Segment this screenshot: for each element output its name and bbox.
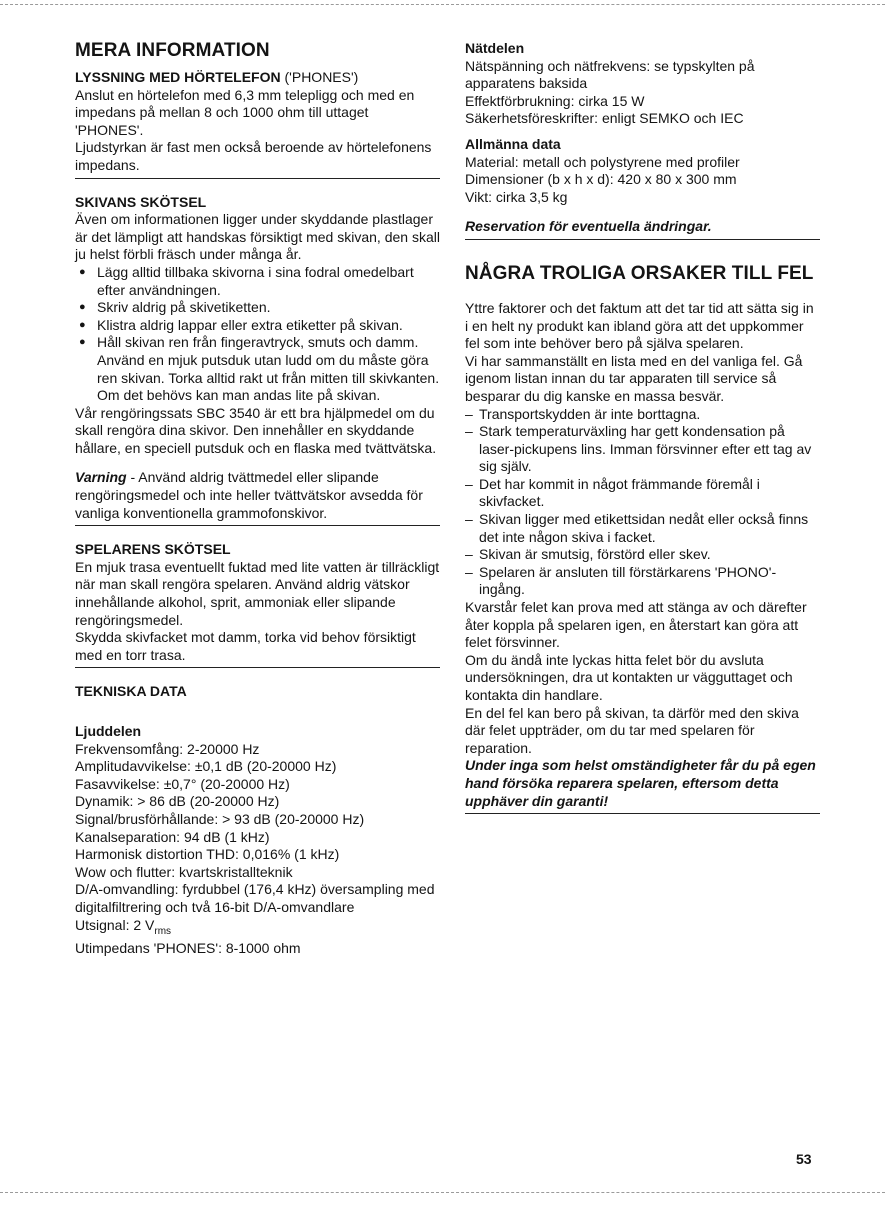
power-section-heading: Nätdelen: [465, 40, 525, 56]
faults-heading: NÅGRA TROLIGA ORSAKER TILL FEL: [465, 262, 814, 284]
spec-line: Signal/brusförhållande: > 93 dB (20-20000 Hz): [75, 810, 365, 827]
general-data-heading: Allmänna data: [465, 135, 561, 152]
list-item: ● Lägg alltid tillbaka skivorna i sina fodral omedelbart efter användningen.: [75, 264, 440, 299]
main-heading: MERA INFORMATION: [75, 40, 270, 61]
section-divider: [75, 667, 440, 668]
left-column: [75, 40, 440, 958]
restart-paragraph: Kvarstår felet kan prova med att stänga av och därefter åter koppla på spelaren igen, en återstart kan göra att felet försvinner.: [465, 599, 807, 651]
spec-line: Frekvensomfång: 2-20000 Hz: [75, 740, 260, 757]
tech-spec-list: [75, 741, 440, 958]
list-item: ● Håll skivan ren från fingeravtryck, smuts och damm. Använd en mjuk putsduk utan ludd om du måste göra ren skivan. Torka alltid rakt ut från mitten till skivkanten. Om det behövs kan man andas lite på skivan.: [75, 334, 440, 404]
warning-paragraph: [75, 469, 440, 522]
player-care-paragraph: En mjuk trasa eventuellt fuktad med lite vatten är tillräckligt när man skall rengöra spelaren. Använd aldrig vätskor innehållande alkohol, sprit, ammoniak eller slipande rengöringsmedel.: [75, 558, 440, 628]
disc-care-list: [75, 264, 440, 405]
spec-line: Harmonisk distortion THD: 0,016% (1 kHz): [75, 846, 340, 863]
player-care-dust-note: Skydda skivfacket mot damm, torka vid behov försiktigt med en torr trasa.: [75, 629, 416, 663]
spec-line: Kanalseparation: 94 dB (1 kHz): [75, 828, 270, 845]
reservation-note: Reservation för eventuella ändringar.: [465, 218, 712, 235]
phones-heading: [75, 69, 440, 87]
guarantee-warning: Under inga som helst omständigheter får du på egen hand försöka reparera spelaren, eftersom detta upphäver din garanti!: [465, 757, 816, 809]
spec-line: Säkerhetsföreskrifter: enligt SEMKO och IEC: [465, 110, 744, 127]
phones-heading-text: LYSSNING MED HÖRTELEFON: [75, 69, 281, 85]
spec-line: D/A-omvandling: fyrdubbel (176,4 kHz) översampling med digitalfiltrering och två 16-bit D/A-omvandlare: [75, 881, 435, 915]
spec-line: Dimensioner (b x h x d): 420 x 80 x 300 mm: [465, 171, 737, 188]
disc-fault-paragraph: En del fel kan bero på skivan, ta därför med den skiva där felet uppträder, om du tar med spelaren för reparation.: [465, 704, 799, 756]
spec-line: Fasavvikelse: ±0,7° (20-20000 Hz): [75, 775, 290, 792]
output-signal-unit: rms: [154, 925, 172, 937]
spec-line: Vikt: cirka 3,5 kg: [465, 188, 568, 205]
section-divider: [465, 239, 820, 240]
phones-volume-note: Ljudstyrkan är fast men också beroende av hörtelefonens impedans.: [75, 139, 432, 173]
list-item: ● Skriv aldrig på skivetiketten.: [75, 299, 440, 317]
list-item: – Spelaren är ansluten till förstärkarens 'PHONO'-ingång.: [465, 564, 820, 599]
list-item: – Skivan ligger med etikettsidan nedåt eller också finns det inte någon skiva i facket.: [465, 511, 820, 546]
scan-edge-bottom: [0, 1192, 885, 1193]
spec-line: Nätspänning och nätfrekvens: se typskylten på apparatens baksida: [465, 57, 755, 92]
section-divider: [75, 178, 440, 179]
spec-line: Amplitudavvikelse: ±0,1 dB (20-20000 Hz): [75, 758, 337, 775]
disc-care-heading: SKIVANS SKÖTSEL: [75, 193, 207, 210]
player-care-heading: SPELARENS SKÖTSEL: [75, 541, 231, 558]
output-signal-line: [75, 917, 440, 940]
section-divider: [465, 813, 820, 814]
contact-dealer-paragraph: Om du ändå inte lyckas hitta felet bör du avsluta undersökningen, dra ut kontakten ur vägguttaget och kontakta din handlare.: [465, 651, 793, 703]
right-column: [465, 40, 820, 829]
warning-text: - Använd aldrig tvättmedel eller slipande rengöringsmedel och inte heller tvättvätskor avsedda för vanliga konventionella grammofonskivor.: [75, 469, 423, 521]
list-item: – Skivan är smutsig, förstörd eller skev.: [465, 546, 820, 564]
disc-care-intro: Även om informationen ligger under skyddande plastlager är det lämpligt att handskas försiktigt med skivan, den skall ju helst förbli fräsch under många år.: [75, 211, 440, 263]
cleaning-kit-paragraph: Vår rengöringssats SBC 3540 är ett bra hjälpmedel om du skall rengöra dina skivor. Den innehåller en skyddande hållare, en speciell putsduk och en flaska med tvättvätska.: [75, 404, 437, 456]
faults-list: [465, 406, 820, 600]
list-item: – Det har kommit in något främmande föremål i skivfacket.: [465, 476, 820, 511]
warning-label: Varning: [75, 469, 127, 486]
list-item: ● Klistra aldrig lappar eller extra etiketter på skivan.: [75, 317, 440, 335]
scan-edge-top: [0, 4, 885, 5]
spec-line: Effektförbrukning: cirka 15 W: [465, 92, 645, 109]
spec-line: Wow och flutter: kvartskristallteknik: [75, 863, 293, 880]
list-item: – Transportskydden är inte borttagna.: [465, 406, 820, 424]
page-number: 53: [796, 1151, 812, 1167]
list-item: – Stark temperaturväxling har gett kondensation på laser-pickupens lins. Imman försvinner efter ett tag av sig själv.: [465, 423, 820, 476]
spec-line: Utimpedans 'PHONES': 8-1000 ohm: [75, 939, 301, 956]
spec-line: Dynamik: > 86 dB (20-20000 Hz): [75, 793, 280, 810]
section-divider: [75, 525, 440, 526]
faults-intro: Yttre faktorer och det faktum att det tar tid att sätta sig in i en helt ny produkt kan ibland göra att det uppkommer fel som inte behöver bero på själva spelaren.: [465, 299, 814, 352]
phones-paragraph: Anslut en hörtelefon med 6,3 mm telepligg och med en impedans på mellan 8 och 1000 ohm till uttaget 'PHONES'.: [75, 86, 415, 138]
tech-data-heading: TEKNISKA DATA: [75, 683, 187, 700]
phones-heading-suffix: ('PHONES'): [280, 69, 359, 85]
faults-list-intro: Vi har sammanställt en lista med en del vanliga fel. Gå igenom listan innan du tar apparaten till service så besparar du dig kanske en massa besvär.: [465, 352, 803, 404]
output-signal-label: Utsignal: 2 V: [75, 916, 155, 933]
audio-section-heading: Ljuddelen: [75, 723, 142, 739]
spec-line: Material: metall och polystyrene med profiler: [465, 153, 740, 170]
